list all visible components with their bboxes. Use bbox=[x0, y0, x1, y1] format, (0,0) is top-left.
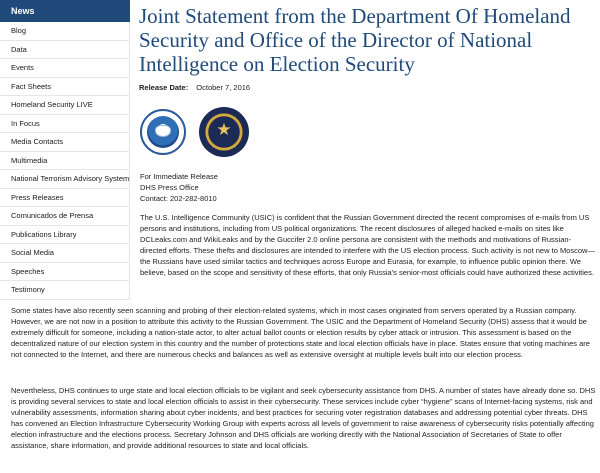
sidebar-item-comunicados[interactable]: Comunicados de Prensa bbox=[0, 207, 129, 226]
sidebar-item-testimony[interactable]: Testimony bbox=[0, 281, 129, 300]
sidebar-item-ntas[interactable]: National Terrorism Advisory System bbox=[0, 170, 129, 189]
sidebar-item-press-releases[interactable]: Press Releases bbox=[0, 189, 129, 208]
release-date-line bbox=[139, 83, 250, 92]
contact-immediate-release: For Immediate Release bbox=[140, 172, 218, 181]
sidebar-item-in-focus[interactable]: In Focus bbox=[0, 115, 129, 134]
sidebar-item-fact-sheets[interactable]: Fact Sheets bbox=[0, 78, 129, 97]
sidebar-item-multimedia[interactable]: Multimedia bbox=[0, 152, 129, 171]
sidebar-list bbox=[0, 22, 130, 300]
dhs-seal-icon bbox=[140, 109, 186, 155]
page-title: Joint Statement from the Department Of Homeland Security and Office of the Director of National Intelligence on Election Security bbox=[139, 4, 571, 76]
contact-phone: Contact: 202-282-8010 bbox=[140, 194, 217, 203]
article-paragraph: Some states have also recently seen scanning and probing of their election-related systems, which in most cases originated from servers operated by a Russian company. However, we are not now in a position to attribute this activity to the Russian Government. The USIC and the Department of Homeland Security (DHS) assess that it would be extremely difficult for someone, including a nation-state actor, to alter actual ballot counts or election results by cyber attack or intrusion. This assessment is based on the decentralized nature of our election system in this country and the number of protections state and local election officials have in place. States ensure that voting machines are not connected to the Internet, and there are numerous checks and balances as well as extensive oversight at multiple levels built into our election process. bbox=[11, 306, 590, 359]
release-date-label: Release Date: bbox=[139, 83, 189, 92]
article-paragraph: The U.S. Intelligence Community (USIC) is confident that the Russian Government directed the recent compromises of e-mails from US persons and institutions, including from US political organizations. The recent disclosures of alleged hacked e-mails on sites like DCLeaks.com and WikiLeaks and by the Guccifer 2.0 online persona are consistent with the methods and motivations of Russian-directed efforts. These thefts and disclosures are intended to interfere with the US election process. Such activity is not new to Moscow—the Russians have used similar tactics and techniques across Europe and Eurasia, for example, to influence public opinion there. We believe, based on the scope and sensitivity of these efforts, that only Russia's senior-most officials could have authorized these activities. bbox=[140, 213, 595, 277]
sidebar-item-data[interactable]: Data bbox=[0, 41, 129, 60]
article-paragraph: Nevertheless, DHS continues to urge state and local election officials to be vigilant and seek cybersecurity assistance from DHS. A number of states have already done so. DHS is providing several services to state and local election officials to assist in their cybersecurity. These services include cyber “hygiene” scans of Internet-facing systems, risk and vulnerability assessments, information sharing about cyber incidents, and best practices for securing voter registration databases and addressing potential cyber threats. DHS has convened an Election Infrastructure Cybersecurity Working Group with experts across all levels of government to raise awareness of cybersecurity risks potentially affecting election infrastructure and the elections process. Secretary Johnson and DHS officials are working directly with the National Association of Secretaries of State to offer assistance, share information, and provide additional resources to state and local officials. bbox=[11, 386, 596, 450]
sidebar-item-social-media[interactable]: Social Media bbox=[0, 244, 129, 263]
sidebar-item-homeland-security-live[interactable]: Homeland Security LIVE bbox=[0, 96, 129, 115]
release-date-value: October 7, 2016 bbox=[196, 83, 251, 92]
sidebar-item-events[interactable]: Events bbox=[0, 59, 129, 78]
sidebar-item-publications-library[interactable]: Publications Library bbox=[0, 226, 129, 245]
sidebar bbox=[0, 0, 130, 300]
dni-seal-icon: ★ bbox=[199, 107, 249, 157]
sidebar-item-blog[interactable]: Blog bbox=[0, 22, 129, 41]
sidebar-header-news[interactable]: News bbox=[0, 0, 130, 22]
contact-block bbox=[140, 171, 218, 204]
contact-press-office: DHS Press Office bbox=[140, 183, 199, 192]
sidebar-item-media-contacts[interactable]: Media Contacts bbox=[0, 133, 129, 152]
sidebar-item-speeches[interactable]: Speeches bbox=[0, 263, 129, 282]
